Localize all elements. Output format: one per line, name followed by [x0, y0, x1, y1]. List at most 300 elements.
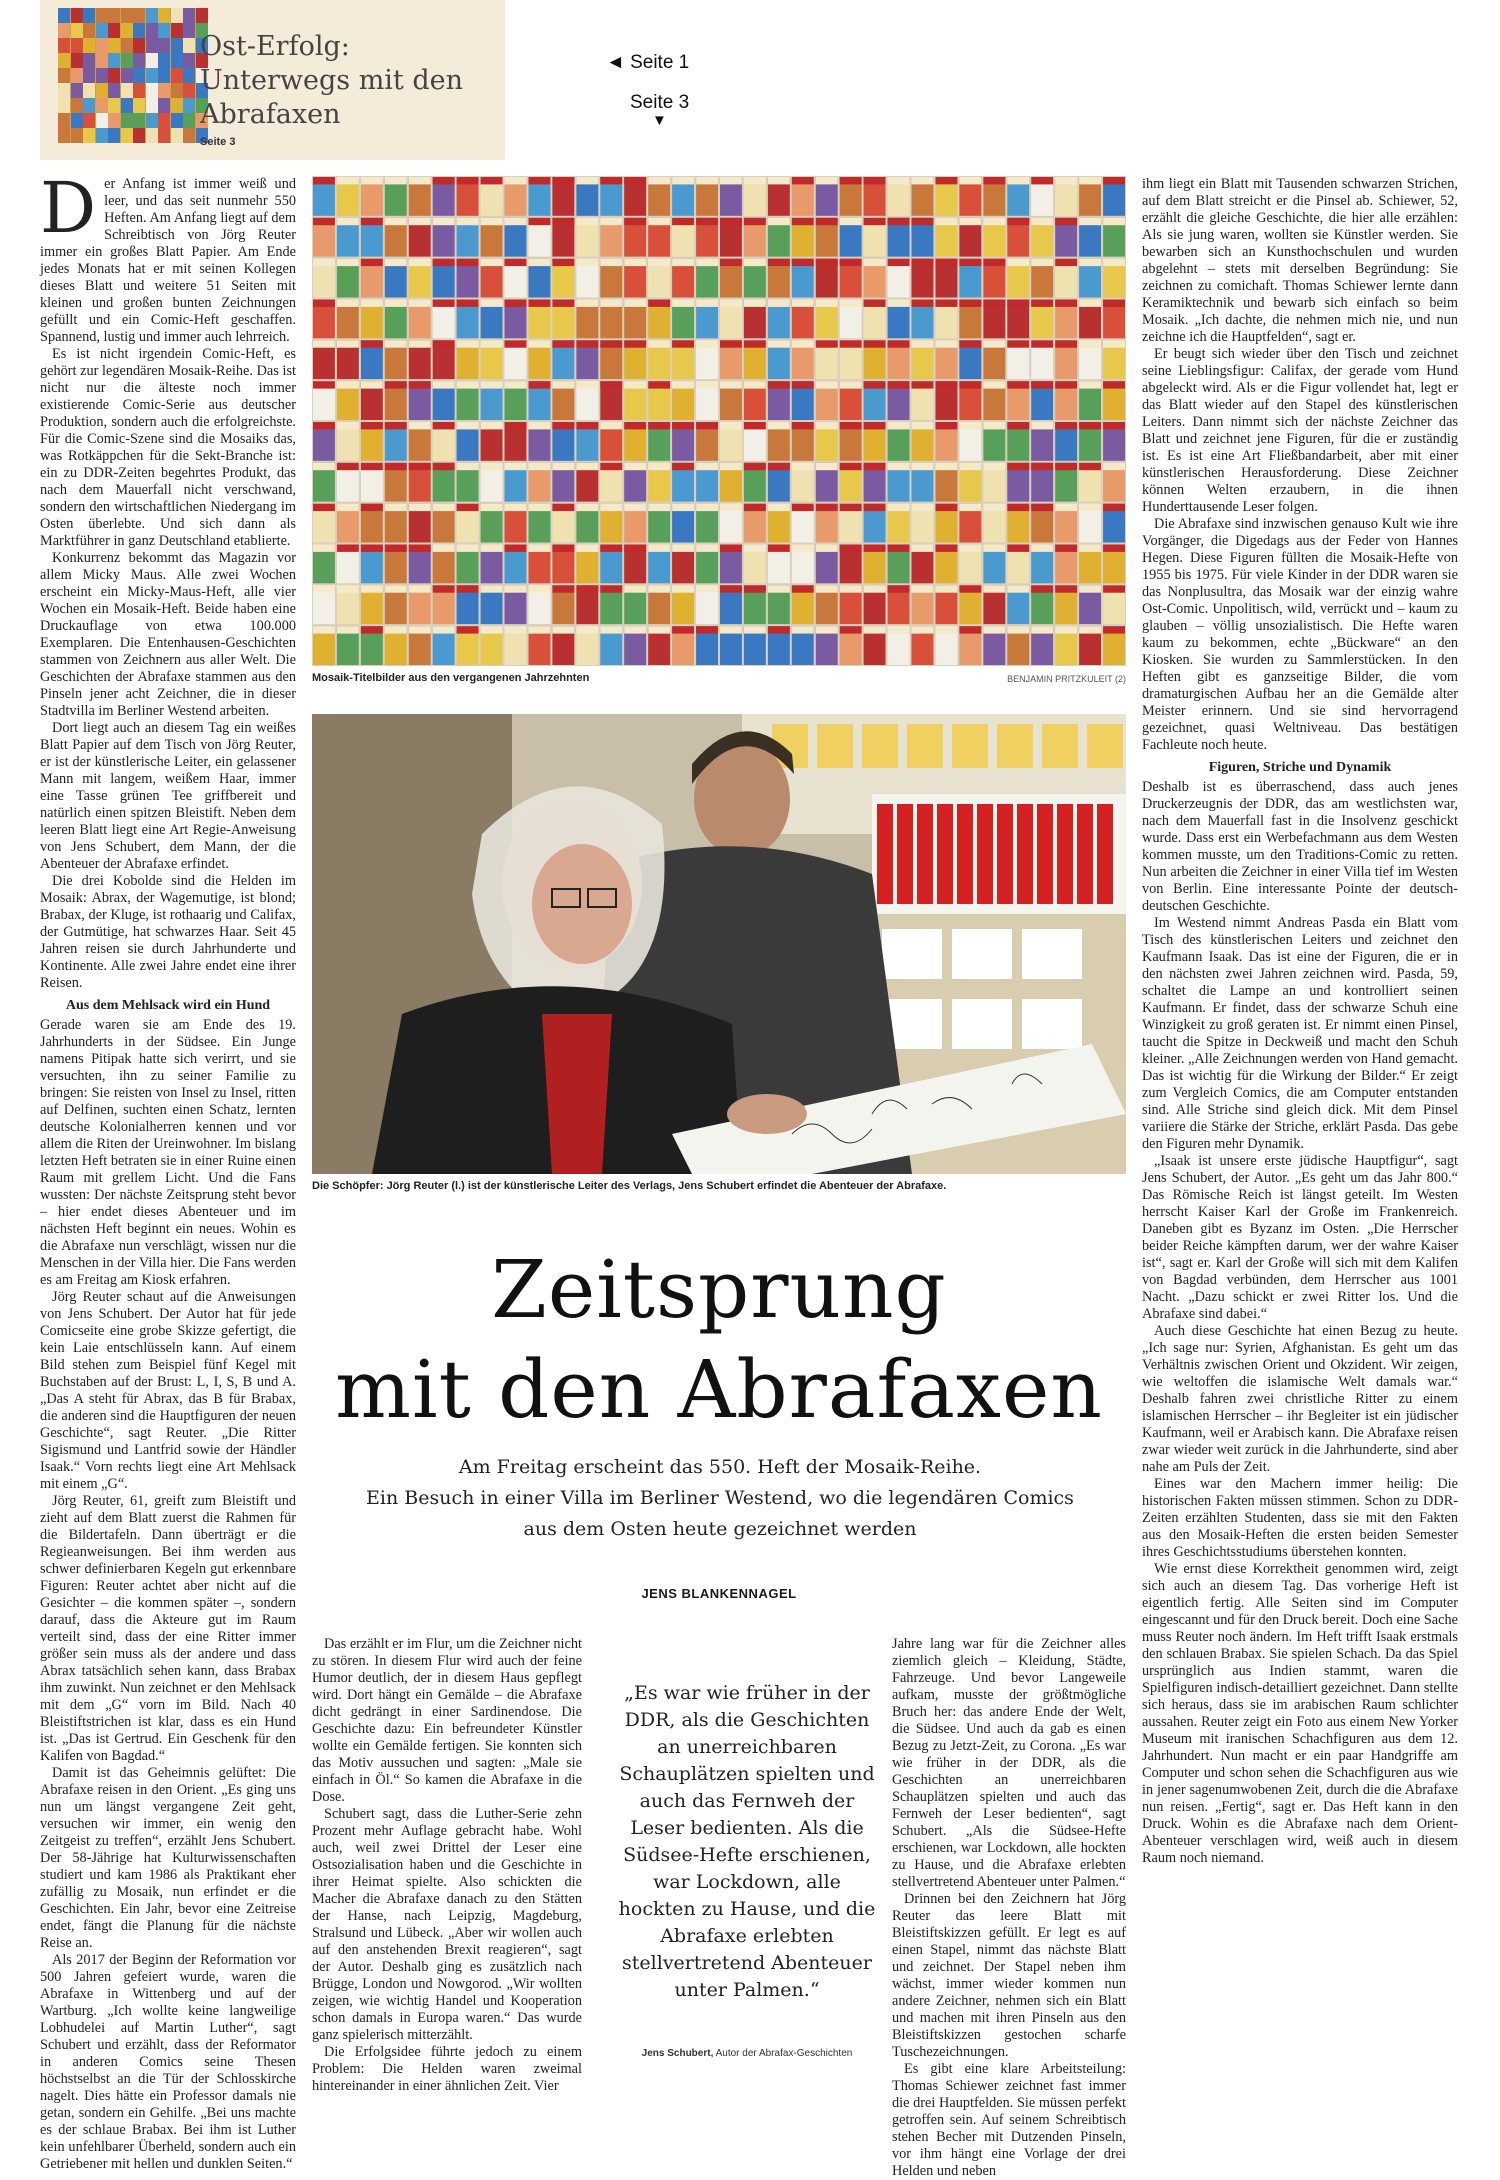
comic-cover-title-band — [864, 259, 886, 266]
comic-cover-title-band — [576, 545, 598, 552]
thumb-cover-tile — [83, 38, 95, 53]
comic-cover-title-band — [840, 300, 862, 307]
comic-cover-title-band — [792, 545, 814, 552]
comic-cover-title-band — [648, 340, 670, 347]
comic-cover-title-band — [529, 300, 551, 307]
comic-cover-title-band — [385, 218, 407, 225]
paragraph: Deshalb ist es überraschend, dass auch jenes Druckerzeugnis der DDR, das am westlichsten war, nach dem Mauerfall fast in die Insolvenz geschickt wurde. Dass erst ein Werbefachmann aus dem Westen kommen musste, um den Traditions-Comic zu retten. Nun arbeiten die Zeichner in einer Villa tief im Westen von Berlin. Eine interessante Pointe der deutsch-deutschen Geschichte. — [1142, 779, 1458, 914]
comic-cover-title-band — [696, 463, 718, 470]
comic-cover-title-band — [720, 626, 742, 633]
comic-cover-title-band — [672, 218, 694, 225]
comic-cover-title-band — [624, 300, 646, 307]
thumb-cover-tile — [183, 53, 195, 68]
comic-cover-title-band — [552, 545, 574, 552]
comic-cover-title-band — [576, 585, 598, 592]
thumb-cover-tile — [121, 8, 133, 23]
comic-cover-title-band — [816, 422, 838, 429]
comic-cover-title-band — [385, 259, 407, 266]
paragraph: ihm liegt ein Blatt mit Tausenden schwarzen Strichen, auf dem Blatt streicht er die Pinsel ab. Schiewer, 52, erzählt die gleiche Geschichte, die hier alle erzählen: Als sie jung waren, wollten sie Künstler werden. Sie bewarben sich an Kunsthochschulen und wurden abgelehnt – stets mit derselben Begründung: Sie zeichnen zu comichaft. Thomas Schiewer lernte dann Keramiktechnik und bewarb sich einfach so beim Mosaik. „Ich dachte, die nehmen mich nie, und nun zeichne ich die Hauptfelden“, sagt er. — [1142, 176, 1458, 345]
pull-quote-attribution: Jens Schubert, Autor der Abrafax-Geschichten — [641, 2048, 853, 2059]
comic-cover-title-band — [912, 626, 934, 633]
thumb-cover-tile — [171, 83, 183, 98]
comic-cover-title-band — [337, 585, 359, 592]
thumb-cover-tile — [96, 113, 108, 128]
comic-cover-title-band — [696, 177, 718, 184]
comic-cover-title-band — [505, 626, 527, 633]
comic-cover-title-band — [912, 218, 934, 225]
paragraph: Der Anfang ist immer weiß und leer, und das seit nunmehr 550 Heften. Am Anfang liegt auf dem Schreibtisch von Jörg Reuter immer ein großes Blatt Papier. Am Ende jedes Monats hat er mit seinen Kollegen dieses Blatt und weitere 51 Seiten mit kleinen und großen bunten Zeichnungen gefüllt und ein Comic-Heft geschaffen. Spannend, lustig und immer auch lehrreich. — [40, 167, 296, 345]
comic-cover-title-band — [744, 340, 766, 347]
comic-cover-title-band — [983, 422, 1005, 429]
comic-cover-title-band — [529, 626, 551, 633]
comic-cover-title-band — [720, 545, 742, 552]
comic-cover-title-band — [313, 300, 335, 307]
thumb-cover-tile — [71, 83, 83, 98]
comic-cover-title-band — [816, 340, 838, 347]
comic-cover-title-band — [600, 300, 622, 307]
comic-cover-title-band — [672, 545, 694, 552]
comic-cover-title-band — [840, 177, 862, 184]
nav-prev-link[interactable]: ◄ Seite 1 — [606, 52, 690, 73]
comic-cover-title-band — [816, 177, 838, 184]
thumb-cover-tile — [71, 128, 83, 143]
comic-cover-title-band — [457, 626, 479, 633]
comic-cover-title-band — [361, 585, 383, 592]
comic-cover-title-band — [433, 381, 455, 388]
thumb-cover-tile — [171, 68, 183, 83]
comic-cover-title-band — [337, 422, 359, 429]
comic-cover-title-band — [1055, 626, 1077, 633]
paragraph: „Isaak ist unsere erste jüdische Hauptfigur“, sagt Jens Schubert, der Autor. „Es geht um das Jahr 800.“ Das Römische Reich ist längst geteilt. Im Westen herrscht Kaiser Karl der Große im Frankenreich. Daneben gibt es Byzanz im Osten. „Die Herrscher beider Reiche kämpften darum, wer der wahre Kaiser ist“, sagt er. Karl der Große will sich mit dem Kalifen von Bagdad verbünden, dem Herrscher aus 1001 Nacht. „Dazu schickt er zwei Ritter los. Und die Abrafaxe sind dabei.“ — [1142, 1153, 1458, 1322]
nav-next-link[interactable]: Seite 3 — [630, 92, 690, 113]
comic-cover-title-band — [936, 300, 958, 307]
thumb-cover-tile — [121, 113, 133, 128]
comic-cover-title-band — [600, 340, 622, 347]
comic-cover-title-band — [433, 463, 455, 470]
comic-cover-title-band — [313, 422, 335, 429]
comic-cover-title-band — [768, 626, 790, 633]
teaser-page-label: Seite 3 — [200, 136, 236, 148]
comic-cover-title-band — [552, 626, 574, 633]
article-column-3 — [892, 1636, 1126, 2180]
comic-cover-title-band — [457, 381, 479, 388]
thumb-cover-tile — [183, 83, 195, 98]
comic-cover-title-band — [936, 585, 958, 592]
comic-cover-title-band — [768, 300, 790, 307]
comic-cover-title-band — [768, 218, 790, 225]
comic-cover-title-band — [481, 340, 503, 347]
comic-cover-title-band — [1007, 422, 1029, 429]
comic-cover-title-band — [481, 381, 503, 388]
comic-cover-title-band — [505, 300, 527, 307]
comic-cover-title-band — [983, 218, 1005, 225]
comic-cover-title-band — [313, 177, 335, 184]
comic-cover-title-band — [936, 422, 958, 429]
comic-cover-title-band — [433, 259, 455, 266]
comic-cover-title-band — [648, 626, 670, 633]
thumb-cover-tile — [171, 113, 183, 128]
comic-cover-title-band — [576, 177, 598, 184]
comic-cover-title-band — [1079, 177, 1101, 184]
comic-cover-title-band — [552, 422, 574, 429]
comic-cover-title-band — [744, 504, 766, 511]
thumb-cover-tile — [71, 23, 83, 38]
paragraph: Es gibt eine klare Arbeitsteilung: Thomas Schiewer zeichnet fast immer die drei Hauptfelden. Sie müssen perfekt getroffen sein. Auf seinem Schreibtisch stehen Becher mit Dutzenden Pinseln, vor ihm hängt eine Vorlage der drei Helden und neben — [892, 2061, 1126, 2179]
comic-cover-title-band — [840, 218, 862, 225]
comic-cover-title-band — [840, 463, 862, 470]
thumb-cover-tile — [171, 8, 183, 23]
thumb-cover-tile — [108, 98, 120, 113]
comic-cover-title-band — [888, 422, 910, 429]
comic-cover-title-band — [696, 422, 718, 429]
comic-cover-title-band — [1103, 626, 1125, 633]
comic-cover-title-band — [1055, 422, 1077, 429]
comic-cover-title-band — [600, 463, 622, 470]
comic-cover-title-band — [337, 177, 359, 184]
comic-cover-title-band — [481, 259, 503, 266]
comic-cover-title-band — [624, 626, 646, 633]
comic-cover-title-band — [1079, 300, 1101, 307]
comic-cover-title-band — [600, 585, 622, 592]
comic-cover-title-band — [385, 504, 407, 511]
thumb-cover-tile — [133, 68, 145, 83]
paragraph: Er beugt sich wieder über den Tisch und zeichnet seine Lieblingsfigur: Califax, der gerade vom Hund abgeleckt wird. Als er die Figur vollendet hat, legt er das Blatt wieder auf den Stapel des künstlerischen Leiters. Dann nimmt sich der nächste Zeichner das Blatt und zeichnet jene Figuren, für die er zuständig ist. Es ist eine Art Fließbandarbeit, aber mit einer künstlerischen Herausforderung. Diese Zeichner können Welten erzaubern, in die ihnen Hunderttausende Leser folgen. — [1142, 346, 1458, 515]
thumb-cover-tile — [183, 128, 195, 143]
comic-cover-title-band — [744, 585, 766, 592]
comic-cover-title-band — [1055, 585, 1077, 592]
comic-cover-title-band — [337, 300, 359, 307]
thumb-cover-tile — [171, 23, 183, 38]
thumb-cover-tile — [183, 38, 195, 53]
comic-cover-title-band — [1079, 218, 1101, 225]
comic-cover-title-band — [840, 504, 862, 511]
comic-cover-title-band — [792, 218, 814, 225]
comic-cover-title-band — [864, 218, 886, 225]
comic-cover-title-band — [409, 340, 431, 347]
comic-cover-title-band — [313, 218, 335, 225]
comic-cover-title-band — [959, 422, 981, 429]
comic-cover-title-band — [457, 340, 479, 347]
comic-cover-title-band — [912, 177, 934, 184]
comic-cover-title-band — [720, 177, 742, 184]
comic-cover-title-band — [648, 545, 670, 552]
comic-cover-title-band — [337, 340, 359, 347]
paragraph: Drinnen bei den Zeichnern hat Jörg Reuter das leere Blatt mit Bleistiftskizzen gefüllt. Er legt es auf einen Stapel, nimmt das nächste Blatt und zeichnet. Der Stapel neben ihm wächst, immer wieder kommen nun andere Zeichner, nehmen sich ein Blatt und machen mit ihren Pinseln aus den Bleistiftskizzen gestochen scharfe Tuschezeichnungen. — [892, 1891, 1126, 2060]
comic-cover-title-band — [552, 177, 574, 184]
thumb-cover-tile — [158, 113, 170, 128]
comic-cover-title-band — [983, 626, 1005, 633]
comic-cover-title-band — [959, 300, 981, 307]
comic-cover-title-band — [457, 300, 479, 307]
thumb-cover-tile — [121, 128, 133, 143]
comic-cover-title-band — [576, 422, 598, 429]
thumb-cover-tile — [171, 53, 183, 68]
thumb-cover-tile — [58, 68, 70, 83]
comic-cover-title-band — [600, 218, 622, 225]
comic-cover-title-band — [1079, 545, 1101, 552]
comic-cover-title-band — [361, 626, 383, 633]
comic-cover-title-band — [1007, 340, 1029, 347]
paragraph: Die Erfolgsidee führte jedoch zu einem Problem: Die Helden waren zweimal hintereinander in einer ähnlichen Zeit. Vier — [312, 2044, 582, 2094]
comic-cover-title-band — [552, 218, 574, 225]
comic-cover-title-band — [720, 585, 742, 592]
comic-cover-title-band — [959, 626, 981, 633]
comic-cover-title-band — [864, 340, 886, 347]
comic-cover-title-band — [529, 177, 551, 184]
comic-cover-title-band — [1031, 340, 1053, 347]
comic-cover-title-band — [816, 463, 838, 470]
comic-cover-title-band — [505, 422, 527, 429]
comic-cover-title-band — [457, 545, 479, 552]
comic-cover-title-band — [768, 259, 790, 266]
comic-cover-title-band — [696, 259, 718, 266]
comic-cover-title-band — [457, 422, 479, 429]
comic-cover-title-band — [457, 177, 479, 184]
thumb-cover-tile — [108, 113, 120, 128]
comic-cover-title-band — [361, 340, 383, 347]
pull-quote: „Es war wie früher in der DDR, als die Geschichten an unerreichbaren Schauplätzen spielten und auch das Fernweh der Leser bedienten. Als die Südsee-Hefte erschienen, war Lockdown, alle hockten zu Hause, und die Abrafaxe erlebten stellvertretend Abenteuer unter Palmen.“ — [618, 1682, 876, 2001]
comic-cover-title-band — [792, 381, 814, 388]
comic-cover-title-band — [1031, 504, 1053, 511]
comic-cover-title-band — [552, 381, 574, 388]
subheadline — [330, 1452, 1110, 1545]
comic-cover-title-band — [1007, 381, 1029, 388]
comic-cover-title-band — [840, 340, 862, 347]
comic-cover-title-band — [888, 585, 910, 592]
comic-cover-title-band — [1031, 585, 1053, 592]
comic-cover-title-band — [888, 340, 910, 347]
comic-cover-title-band — [1079, 504, 1101, 511]
comic-cover-title-band — [409, 381, 431, 388]
thumb-cover-tile — [121, 23, 133, 38]
comic-cover-title-band — [648, 422, 670, 429]
comic-cover-title-band — [1055, 545, 1077, 552]
comic-cover-title-band — [912, 381, 934, 388]
comic-cover-title-band — [505, 218, 527, 225]
comic-cover-title-band — [840, 422, 862, 429]
thumb-cover-tile — [158, 38, 170, 53]
comic-cover-title-band — [505, 340, 527, 347]
comic-cover-title-band — [792, 463, 814, 470]
thumb-cover-tile — [71, 38, 83, 53]
comic-cover-title-band — [864, 463, 886, 470]
comic-cover-title-band — [1103, 422, 1125, 429]
nav-next-arrow-icon[interactable]: ▼ — [652, 112, 667, 129]
comic-cover-title-band — [385, 626, 407, 633]
comic-cover-title-band — [529, 504, 551, 511]
comic-cover-title-band — [983, 504, 1005, 511]
comic-cover-title-band — [936, 218, 958, 225]
comic-cover-title-band — [792, 259, 814, 266]
comic-cover-title-band — [624, 340, 646, 347]
comic-cover-title-band — [648, 504, 670, 511]
thumb-cover-tile — [133, 98, 145, 113]
comic-cover-title-band — [720, 340, 742, 347]
comic-cover-title-band — [576, 218, 598, 225]
comic-cover-title-band — [888, 300, 910, 307]
thumb-cover-tile — [71, 68, 83, 83]
comic-cover-title-band — [1031, 626, 1053, 633]
paragraph: Auch diese Geschichte hat einen Bezug zu heute. „Ich sage nur: Syrien, Afghanistan. Es geht um das Verhältnis zwischen Orient und Okzident. Wir zeigen, wie weltoffen die islamische Welt damals war.“ Deshalb fahren zwei christliche Ritter zu einem islamischen Herrscher – ihr Begleiter ist ein jüdischer Kaufmann, weil er Arabisch kann. Die Abrafaxe reisen zwar wieder weit zurück in die Jahrhunderte, sind aber nahe am Puls der Zeit. — [1142, 1323, 1458, 1475]
thumb-cover-tile — [71, 98, 83, 113]
comic-cover-title-band — [864, 300, 886, 307]
comic-cover-title-band — [864, 422, 886, 429]
comic-cover-title-band — [912, 422, 934, 429]
comic-cover-title-band — [816, 585, 838, 592]
comic-cover-title-band — [1103, 504, 1125, 511]
comic-cover-title-band — [385, 300, 407, 307]
thumb-cover-tile — [71, 8, 83, 23]
teaser-box[interactable] — [40, 0, 505, 160]
thumb-cover-tile — [108, 53, 120, 68]
comic-cover-title-band — [696, 381, 718, 388]
comic-cover-title-band — [1103, 545, 1125, 552]
comic-cover-title-band — [409, 463, 431, 470]
comic-cover-title-band — [457, 504, 479, 511]
subheading: Aus dem Mehlsack wird ein Hund — [65, 998, 271, 1013]
thumb-cover-tile — [83, 8, 95, 23]
comic-cover-title-band — [936, 340, 958, 347]
comic-cover-title-band — [624, 422, 646, 429]
comic-cover-title-band — [313, 381, 335, 388]
comic-cover-title-band — [600, 626, 622, 633]
thumb-cover-tile — [58, 98, 70, 113]
comic-cover-title-band — [433, 422, 455, 429]
comic-cover-title-band — [696, 218, 718, 225]
comic-cover-title-band — [720, 300, 742, 307]
comic-cover-title-band — [385, 177, 407, 184]
comic-cover-title-band — [457, 218, 479, 225]
thumb-cover-tile — [71, 53, 83, 68]
comic-cover-title-band — [792, 422, 814, 429]
comic-cover-title-band — [864, 626, 886, 633]
paragraph: Die drei Kobolde sind die Helden im Mosaik: Abrax, der Wagemutige, ist blond; Brabax, der Kluge, ist rothaarig und Califax, der Gutmütige, hat schwarzes Haar. Seit 45 Jahren reisen sie durch Jahrhunderte und Kontinente. Alle zwei Jahre endet eine ihrer Reisen. — [40, 873, 296, 991]
thumb-cover-tile — [58, 113, 70, 128]
comic-cover-title-band — [313, 340, 335, 347]
comic-cover-title-band — [433, 545, 455, 552]
comic-cover-title-band — [744, 259, 766, 266]
comic-cover-title-band — [840, 259, 862, 266]
comic-cover-title-band — [983, 381, 1005, 388]
thumb-cover-tile — [158, 53, 170, 68]
paragraph: Jahre lang war für die Zeichner alles ziemlich gleich – Kleidung, Städte, Fahrzeuge. Und bevor Langeweile aufkam, musste der größtmögliche Bruch her: das andere Ende der Welt, die Südsee. Und auch da gab es einen Bezug zu Jetzt-Zeit, zu Corona. „Es war wie früher in der DDR, als die Geschichten an unerreichbaren Schauplätzen spielten und auch das Fernweh der Leser bedienten“, sagt Schubert. „Als die Südsee-Hefte erschienen, war Lockdown, alle hockten zu Hause, und die Abrafaxe erlebten stellvertretend Abenteuer unter Palmen.“ — [892, 1636, 1126, 1890]
comic-cover-title-band — [983, 545, 1005, 552]
comic-cover-title-band — [529, 340, 551, 347]
thumb-cover-tile — [96, 8, 108, 23]
comic-cover-title-band — [1055, 340, 1077, 347]
comic-cover-title-band — [433, 340, 455, 347]
photo2-caption: Die Schöpfer: Jörg Reuter (l.) ist der künstlerische Leiter des Verlags, Jens Schubert erfindet die Abenteuer der Abrafaxe. — [312, 1180, 947, 1192]
comic-cover-title-band — [552, 504, 574, 511]
dek-line-2: Ein Besuch in einer Villa im Berliner Westend, wo die legendären Comics — [366, 1487, 1074, 1509]
comic-cover-title-band — [624, 381, 646, 388]
thumb-cover-tile — [196, 8, 208, 23]
comic-cover-title-band — [648, 177, 670, 184]
comic-cover-title-band — [672, 463, 694, 470]
paragraph: Im Westend nimmt Andreas Pasda ein Blatt vom Tisch des künstlerischen Leiters und zeichnet den Kaufmann Isaak. Das ist eine der Figuren, die er in den nächsten zwei Jahren zeichnen wird. Pasda, 59, schaltet die Lampe an und kontrolliert seinen Kaufmann. Er findet, dass der schwarze Schuh eine Winzigkeit zu groß geraten ist. Er nimmt einen Pinsel, taucht die Spitze in Deckweiß und macht den Schuh kleiner. „Alle Zeichnungen werden von Hand gemacht. Das ist wichtig für die Wirkung der Bilder.“ Er zeigt zum Vergleich Comics, die am Computer entstanden sind. Alle Striche sind gleich dick. Mit dem Pinsel variiere die Stärke der Striche, erklärt Pasda. Das gebe den Figuren mehr Dynamik. — [1142, 915, 1459, 1152]
comic-cover-title-band — [888, 381, 910, 388]
thumb-cover-tile — [133, 23, 145, 38]
comic-cover-title-band — [744, 422, 766, 429]
comic-cover-title-band — [744, 300, 766, 307]
comic-cover-title-band — [816, 218, 838, 225]
thumb-cover-tile — [83, 23, 95, 38]
comic-cover-title-band — [744, 177, 766, 184]
comic-cover-title-band — [744, 626, 766, 633]
comic-cover-title-band — [696, 340, 718, 347]
comic-cover-title-band — [840, 381, 862, 388]
comic-cover-title-band — [337, 545, 359, 552]
comic-cover-title-band — [912, 463, 934, 470]
comic-cover-title-band — [600, 422, 622, 429]
thumb-cover-tile — [83, 83, 95, 98]
comic-cover-title-band — [696, 545, 718, 552]
comic-cover-title-band — [983, 177, 1005, 184]
comic-cover-title-band — [409, 545, 431, 552]
comic-cover-title-band — [600, 504, 622, 511]
comic-cover-title-band — [1079, 585, 1101, 592]
article-column-1 — [40, 167, 296, 2173]
comic-cover-title-band — [816, 626, 838, 633]
comic-cover-title-band — [505, 585, 527, 592]
artists-photo-image — [312, 714, 1126, 1174]
comic-cover-title-band — [768, 177, 790, 184]
comic-cover-title-band — [409, 218, 431, 225]
paragraph: Es ist nicht irgendein Comic-Heft, es gehört zur legendären Mosaik-Reihe. Das ist nicht nur die älteste noch immer existierende Comic-Serie aus deutscher Produktion, sondern auch die erfolgreichste. Für die Comic-Szene sind die Mosaiks das, was Rotkäppchen für die Sekt-Branche ist: ein zu DDR-Zeiten begehrtes Produkt, das nach dem Mauerfall nicht verschwand, sondern den wirtschaftlichen Niedergang im Osten überlebte. Und sich dann als Marktführer in ganz Deutschland etablierte. — [40, 346, 296, 549]
comic-cover-title-band — [481, 585, 503, 592]
comic-cover-title-band — [744, 381, 766, 388]
comic-cover-title-band — [1031, 422, 1053, 429]
comic-cover-title-band — [481, 626, 503, 633]
comic-cover-title-band — [672, 300, 694, 307]
comic-cover-title-band — [959, 177, 981, 184]
comic-cover-title-band — [313, 626, 335, 633]
comic-cover-title-band — [768, 381, 790, 388]
comic-cover-title-band — [959, 259, 981, 266]
comic-cover-title-band — [552, 585, 574, 592]
comic-cover-title-band — [576, 381, 598, 388]
comic-cover-title-band — [361, 545, 383, 552]
comic-cover-title-band — [1103, 177, 1125, 184]
comic-cover-title-band — [505, 381, 527, 388]
comic-cover-title-band — [361, 218, 383, 225]
thumb-cover-tile — [96, 53, 108, 68]
thumb-cover-tile — [58, 53, 70, 68]
comic-cover-title-band — [1079, 422, 1101, 429]
comic-cover-title-band — [481, 422, 503, 429]
comic-cover-title-band — [648, 585, 670, 592]
comic-cover-title-band — [959, 545, 981, 552]
comic-cover-title-band — [552, 340, 574, 347]
comic-cover-title-band — [720, 422, 742, 429]
comic-cover-title-band — [624, 218, 646, 225]
paragraph: Schubert sagt, dass die Luther-Serie zehn Prozent mehr Auflage gebracht habe. Wohl auch, weil zwei Drittel der Leser eine Ostsozialisation haben und die Geschichte in ihrer Heimat spielte. Also schickten die Macher die Abrafaxe danach zu den Stätten der Hanse, nach Leipzig, Magdeburg, Stralsund und Lübeck. „Aber wir wollen auch auf den anstehenden Brexit reagieren“, sagt der Autor. Deshalb ging es zusätzlich nach Brügge, London und Nowgorod. „Wir wollten zeigen, wie wichtig Handel und Kooperation schon damals in Europa waren.“ Das wurde ganz spielerisch mitterzählt. — [312, 1806, 582, 2043]
comic-cover-title-band — [959, 340, 981, 347]
teaser-title[interactable]: Ost-Erfolg: Unterwegs mit den Abrafaxen — [200, 31, 464, 130]
comic-cover-title-band — [672, 340, 694, 347]
comic-cover-title-band — [888, 259, 910, 266]
thumb-cover-tile — [58, 83, 70, 98]
comic-cover-title-band — [1055, 218, 1077, 225]
comic-cover-title-band — [792, 504, 814, 511]
comic-cover-title-band — [433, 218, 455, 225]
comic-cover-title-band — [912, 545, 934, 552]
comic-cover-title-band — [1055, 177, 1077, 184]
comic-cover-title-band — [720, 218, 742, 225]
thumb-cover-tile — [83, 98, 95, 113]
comic-cover-title-band — [1079, 626, 1101, 633]
comic-cover-title-band — [720, 463, 742, 470]
